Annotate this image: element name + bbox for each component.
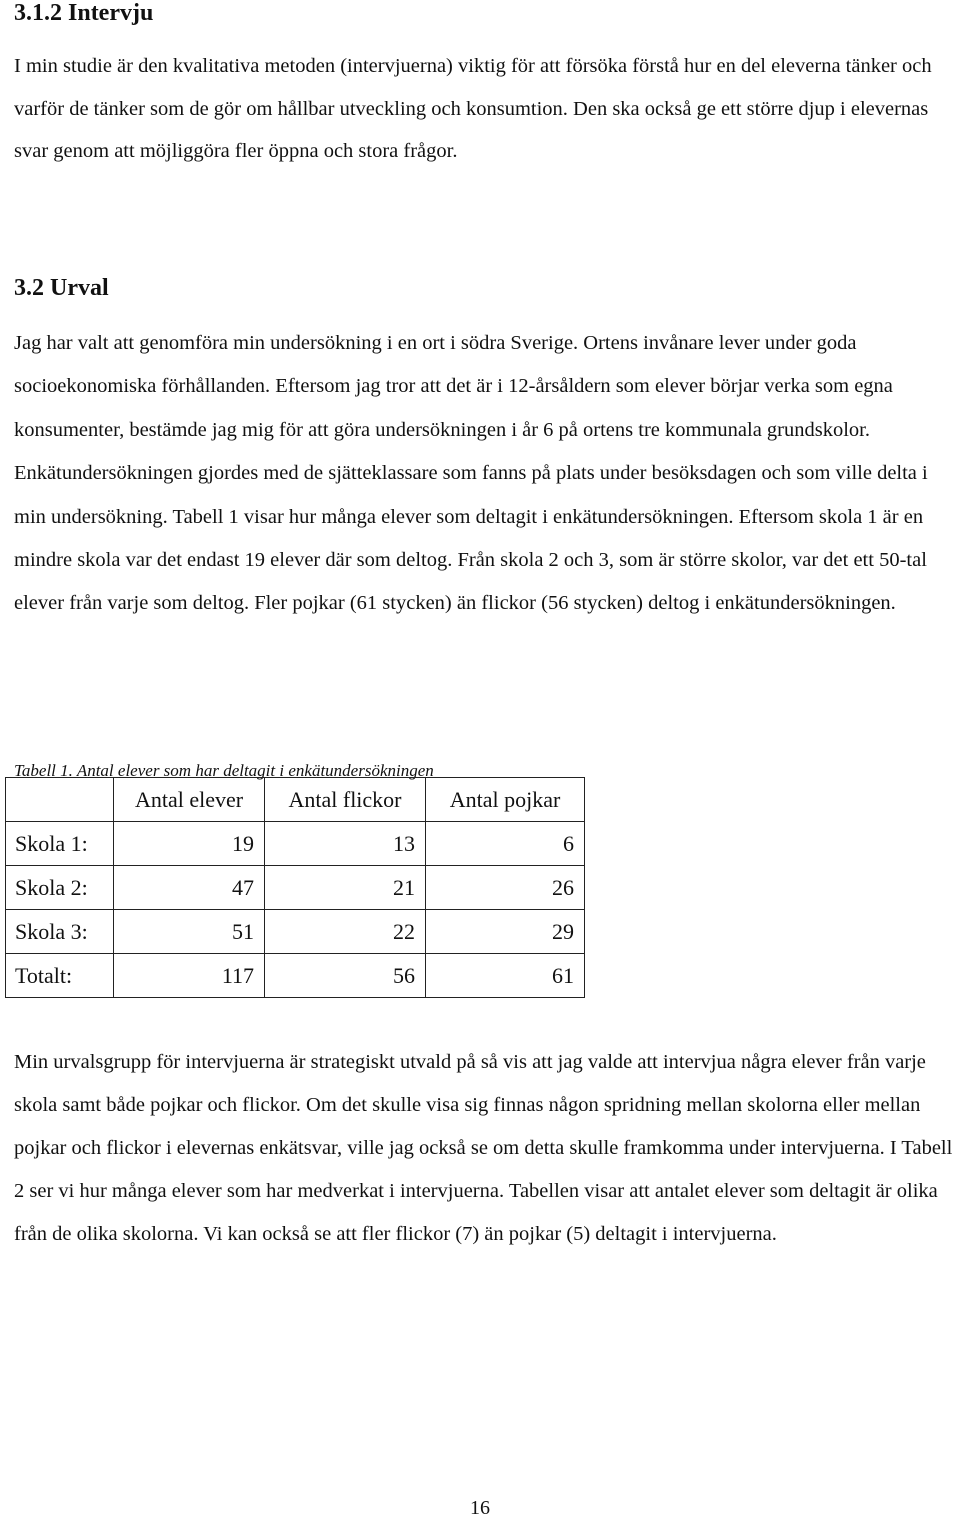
table-row bbox=[6, 866, 585, 910]
cell-pojkar: 61 bbox=[426, 954, 585, 998]
participants-table bbox=[5, 777, 585, 998]
row-label: Skola 2: bbox=[6, 866, 114, 910]
table-row bbox=[6, 910, 585, 954]
table-header-antal-elever: Antal elever bbox=[114, 778, 265, 822]
cell-pojkar: 29 bbox=[426, 910, 585, 954]
cell-flickor: 22 bbox=[265, 910, 426, 954]
cell-elever: 117 bbox=[114, 954, 265, 998]
row-label: Skola 3: bbox=[6, 910, 114, 954]
paragraph-intervju: I min studie är den kvalitativa metoden (intervjuerna) viktig för att försöka förstå hur en del eleverna tänker och varför de tänker som de gör om hållbar utveckling och konsumtion. Den ska också ge ett större djup i elevernas svar genom att möjliggöra fler öppna och stora frågor. bbox=[14, 55, 932, 162]
table-caption: Tabell 1. Antal elever som har deltagit i enkätundersökningen bbox=[14, 761, 434, 780]
section-heading-intervju: 3.1.2 Intervju bbox=[14, 0, 154, 26]
cell-pojkar: 6 bbox=[426, 822, 585, 866]
cell-elever: 19 bbox=[114, 822, 265, 866]
cell-elever: 51 bbox=[114, 910, 265, 954]
table-row-total bbox=[6, 954, 585, 998]
cell-pojkar: 26 bbox=[426, 866, 585, 910]
table-header-row bbox=[6, 778, 585, 822]
table-header-empty bbox=[6, 778, 114, 822]
cell-flickor: 13 bbox=[265, 822, 426, 866]
row-label: Skola 1: bbox=[6, 822, 114, 866]
page-number: 16 bbox=[470, 1497, 490, 1519]
row-label: Totalt: bbox=[6, 954, 114, 998]
table-row bbox=[6, 822, 585, 866]
cell-elever: 47 bbox=[114, 866, 265, 910]
cell-flickor: 56 bbox=[265, 954, 426, 998]
table-header-antal-pojkar: Antal pojkar bbox=[426, 778, 585, 822]
table-header-antal-flickor: Antal flickor bbox=[265, 778, 426, 822]
paragraph-urval: Jag har valt att genomföra min undersökning i en ort i södra Sverige. Ortens invånare lever under goda socioekonomiska förhållanden. Eftersom jag tror att det är i 12-årsåldern som elever börjar verka som egna konsumenter, bestämde jag mig för att göra undersökningen i år 6 på ortens tre kommunala grundskolor. Enkätundersökningen gjordes med de sjätteklassare som fanns på plats under besöksdagen och som ville delta i min undersökning. Tabell 1 visar hur många elever som deltagit i enkätundersökningen. Eftersom skola 1 är en mindre skola var det endast 19 elever där som deltog. Från skola 2 och 3, som är större skolor, var det ett 50-tal elever från varje som deltog. Fler pojkar (61 stycken) än flickor (56 stycken) deltog i enkätundersökningen. bbox=[14, 332, 928, 615]
section-heading-urval: 3.2 Urval bbox=[14, 275, 109, 301]
paragraph-closing: Min urvalsgrupp för intervjuerna är strategiskt utvald på så vis att jag valde att intervjua några elever från varje skola samt både pojkar och flickor. Om det skulle visa sig finnas någon spridning mellan skolorna eller mellan pojkar och flickor i elevernas enkätsvar, ville jag också se om detta skulle framkomma under intervjuerna. I Tabell 2 ser vi hur många elever som har medverkat i intervjuerna. Tabellen visar att antalet elever som deltagit är olika från de olika skolorna. Vi kan också se att fler flickor (7) än pojkar (5) deltagit i intervjuerna. bbox=[14, 1051, 953, 1245]
cell-flickor: 21 bbox=[265, 866, 426, 910]
